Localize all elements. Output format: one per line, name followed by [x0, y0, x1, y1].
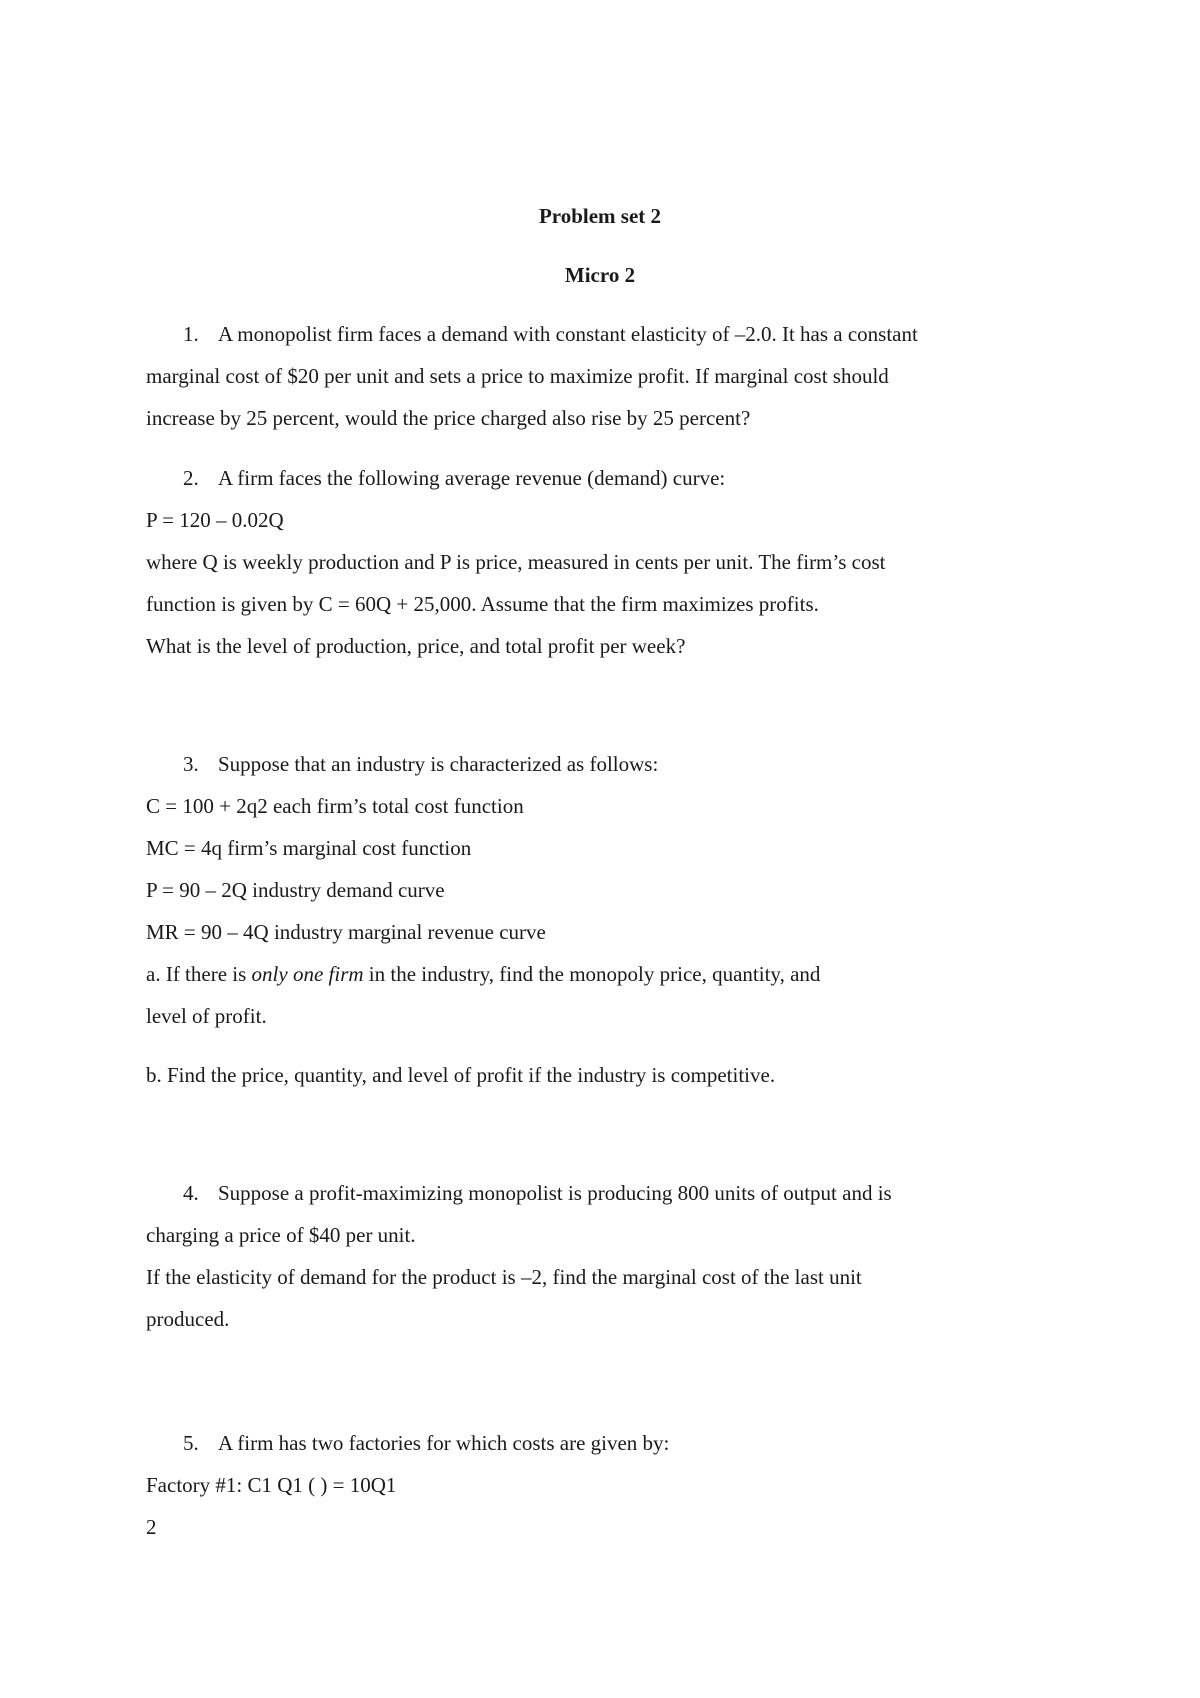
q1-line2: marginal cost of $20 per unit and sets a price to maximize profit. If marginal cost should — [146, 364, 889, 388]
q2-line3: where Q is weekly production and P is price, measured in cents per unit. The firm’s cost — [146, 550, 886, 574]
q1-line1: A monopolist firm faces a demand with constant elasticity of –2.0. It has a constant — [218, 322, 918, 346]
q4-line2: charging a price of $40 per unit. — [146, 1223, 416, 1247]
q3-line6-post: in the industry, find the monopoly price, quantity, and — [363, 962, 821, 986]
q3-line5: MR = 90 – 4Q industry marginal revenue curve — [146, 920, 546, 944]
q3-line4: P = 90 – 2Q industry demand curve — [146, 878, 445, 902]
q5-line1: A firm has two factories for which costs are given by: — [218, 1431, 670, 1455]
q2-line2: P = 120 – 0.02Q — [146, 508, 284, 532]
q3-line6-pre: a. If there is — [146, 962, 252, 986]
q3-line3: MC = 4q firm’s marginal cost function — [146, 836, 472, 860]
q1-number: 1. — [183, 322, 199, 346]
q4-line3: If the elasticity of demand for the product is –2, find the marginal cost of the last unit — [146, 1265, 862, 1289]
q2-line1: A firm faces the following average revenue (demand) curve: — [218, 466, 726, 490]
q4-line4: produced. — [146, 1307, 230, 1331]
document-title: Problem set 2 — [538, 204, 662, 228]
q3-line6 — [146, 962, 820, 986]
q5-number: 5. — [183, 1431, 199, 1455]
q3-line8: b. Find the price, quantity, and level of profit if the industry is competitive. — [146, 1063, 776, 1087]
document-subtitle: Micro 2 — [564, 263, 636, 287]
q5-line2: Factory #1: C1 Q1 ( ) = 10Q1 — [146, 1473, 397, 1497]
q2-line5: What is the level of production, price, and total profit per week? — [146, 634, 686, 658]
page-number: 2 — [146, 1515, 157, 1539]
q3-number: 3. — [183, 752, 199, 776]
q1-line3: increase by 25 percent, would the price charged also rise by 25 percent? — [146, 406, 751, 430]
q4-line1: Suppose a profit-maximizing monopolist is producing 800 units of output and is — [218, 1181, 892, 1205]
q2-line4: function is given by C = 60Q + 25,000. Assume that the firm maximizes profits. — [146, 592, 819, 616]
q3-line7: level of profit. — [146, 1004, 267, 1028]
q3-line6-emphasis: only one firm — [251, 962, 364, 986]
q3-line2: C = 100 + 2q2 each firm’s total cost function — [146, 794, 524, 818]
q4-number: 4. — [183, 1181, 199, 1205]
q3-line1: Suppose that an industry is characterized as follows: — [218, 752, 659, 776]
q2-number: 2. — [183, 466, 199, 490]
